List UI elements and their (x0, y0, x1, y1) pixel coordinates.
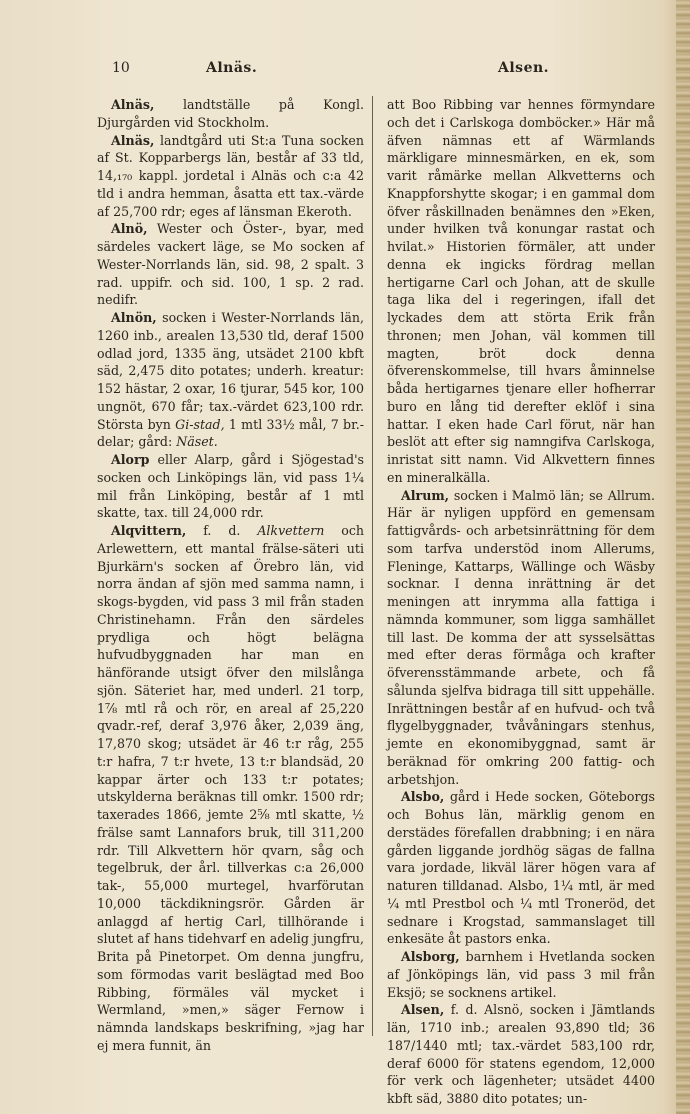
left-column (97, 96, 364, 1055)
entry-text: att Boo Ribbing var hennes förmyndare och det i Carlskoga domböcker.» Här må äfven nämnas ett af Wärmlands märkligare minnesmärken, en ek, som varit råmärke mellan Alkvetterns och Knappforshytte skogar; i en gammal dom öfver råskillnaden benämnes den »Eken, under hvilken två konungar rastat och hvilat.» Historien förmäler, att under denna ek ingicks fördrag mellan hertigarne Carl och Johan, att de skulle taga lika del i regeringen, ifall det lyckades dem att störta Erik från thronen; men Johan, väl kommen till magten, bröt dock denna öfverenskommelse, till hvars åminnelse båda hertigarnes tjenare eller hofherrar buro en lång tid derefter eklöf i sina hattar. I eken hade Carl förut, när han beslöt att efter sig namngifva Carlskoga, inristat sitt namn. Vid Alkvettern finnes en mineralkälla. (387, 97, 655, 485)
entry-headword: Alsbo, (401, 789, 445, 805)
entry-headword: Alsen, (401, 1002, 445, 1018)
entry-text: 1 mtl 33½ mål, 7 br.-delar; gård: (97, 416, 364, 450)
entry-text: eller Alarp, gård i Sjögestad's socken och Linköpings län, vid pass 1¼ mil från Linköping, består af 1 mtl skatte, tax. till 24,000 rdr. (97, 452, 364, 521)
entry-headword: Alnön, (111, 310, 157, 325)
entry (387, 788, 655, 948)
entry-text: f. d. Alsnö, socken i Jämtlands län, 1710 inb.; arealen 93,890 tld; 36 187/1440 mtl; tax.-värdet 583,100 rdr, deraf 6000 för statens egendom, 12,000 för verk och lägenheter; utsädet 4400 kbft säd, 3880 dito potates; un- (387, 1002, 655, 1106)
entry-headword: Alrum, (401, 487, 450, 503)
entry-text: f. d. (186, 523, 258, 538)
entry (97, 309, 364, 451)
entry (387, 1001, 655, 1108)
entry-headword: Alqvittern, (111, 523, 187, 538)
entry-text: barnhem i Hvetlanda socken af Jönköpings län, vid pass 3 mil från Eksjö; se socknens artikel. (387, 949, 655, 1000)
running-header (88, 60, 676, 82)
header-left-word: Alnäs. (206, 60, 258, 76)
page-edge (676, 0, 690, 1114)
entry-text: och Arlewettern, ett mantal frälse-säteri uti Bjurkärn's socken af Örebro län, vid norra ändan af sjön med samma namn, i skogs-bygden, vid pass 3 mil från staden Christinehamn. Från den särdeles prydliga och högt belägna hufvudbyggnaden har man en hänförande utsigt öfver den milslånga sjön. Säteriet har, med underl. 21 torp, 1⅞ mtl rå och rör, en areal af 25,220 qvadr.-ref, deraf 3,976 åker, 2,039 äng, 17,870 skog; utsädet är 46 t:r råg, 255 t:r hafra, 7 t:r hvete, 13 t:r blandsäd, 20 kappar ärter och 133 t:r potates; utskylderna beräknas till omkr. 1500 rdr; taxerades 1866, jemte 2⅝ mtl skatte, ½ frälse samt Lannafors bruk, till 311,200 rdr. Till Alkvettern hör qvarn, såg och tegelbruk, der årl. tillverkas c:a 26,000 tak-, 55,000 murtegel, hvarförutan 10,000 täckdikningsrör. Gården är anlaggd af hertig Carl, tillhörande i slutet af hans tidehvarf en adelig jungfru, Brita på Pinetorpet. Om denna jungfru, som förmodas varit beslägtad med Boo Ribbing, förmäles väl mycket i Wermland, »men,» säger Fernow i nämnda landskaps beskrifning, »jag har ej mera funnit, än (97, 523, 364, 1053)
entry (97, 522, 364, 1055)
header-right-word: Alsen. (498, 60, 550, 76)
entry-text: socken i Wester-Norrlands län, 1260 inb., arealen 13,530 tld, deraf 1500 odlad jord, 1335 äng, utsädet 2100 kbft säd, 2,475 dito potates; underh. kreatur: 152 hästar, 2 oxar, 16 tjurar, 545 kor, 100 ungnöt, 670 får; tax.-värdet 623,100 rdr. Största byn (97, 310, 364, 432)
entry-italic: Alkvettern (257, 523, 325, 538)
entry-text: landtställe på Kongl. Djurgården vid Stockholm. (97, 97, 364, 130)
entry-headword: Alsborg, (401, 949, 460, 964)
entry (387, 487, 655, 789)
entry (387, 948, 655, 1001)
entry-text: Wester och Öster-, byar, med särdeles vackert läge, se Mo socken af Wester-Norrlands län, sid. 98, 2 spalt. 3 rad. uppifr. och sid. 100, 1 sp. 2 rad. nedifr. (97, 221, 364, 308)
right-column (387, 96, 655, 1108)
column-divider (372, 96, 373, 1036)
page-number: 10 (112, 60, 130, 76)
entry-headword: Alnö, (111, 221, 148, 237)
entry-text: gård i Hede socken, Göteborgs och Bohus län, märklig genom en derstädes förefallen drabbning; i en nära gården liggande jordhög sägas de fallna vara jordade, likväl lärer högen vara af naturen tilldanad. Alsbo, 1¼ mtl, är med ¼ mtl Prestbol och ¼ mtl Troneröd, det sednare i Krogstad, sammanslaget till enkesäte åt pastors enka. (387, 789, 655, 947)
entry-headword: Alnäs, (111, 97, 155, 112)
entry-headword: Alorp (111, 452, 150, 467)
entry (97, 220, 364, 309)
entry-italic: Näset. (176, 434, 218, 450)
entry-text: socken i Malmö län; se Allrum. Här är nyligen uppförd en gemensam fattigvårds- och arbetsinrättning för dem som tarfva understöd inom Allerums, Fleninge, Kattarps, Wällinge och Wäsby socknar. I denna inrättning är det meningen att inrymma alla fattiga i nämnda kommuner, som ligga samhället till last. De komma der att sysselsättas med efter deras förmåga och krafter öfverensstämmande arbete, och få sålunda sjelfva bidraga till sitt uppehälle. Inrättningen består af en hufvud- och två flygelbyggnader, tvåvåningars stenhus, jemte en ekonomibyggnad, samt är beräknad för omkring 200 fattig- och arbetshjon. (387, 487, 655, 787)
entry (97, 451, 364, 522)
entry (97, 96, 364, 132)
entry-text: landtgård uti St:a Tuna socken af St. Kopparbergs län, består af 33 tld, 14,₁₇₀ kappl. jordetal i Alnäs och c:a 42 tld i andra hemman, åsatta ett tax.-värde af 25,700 rdr; eges af länsman Ekeroth. (97, 132, 364, 219)
entry-continuation (387, 96, 655, 487)
entry-headword: Alnäs, (111, 132, 155, 148)
entry-italic: Gi-stad, (175, 416, 225, 432)
entry (97, 132, 364, 221)
